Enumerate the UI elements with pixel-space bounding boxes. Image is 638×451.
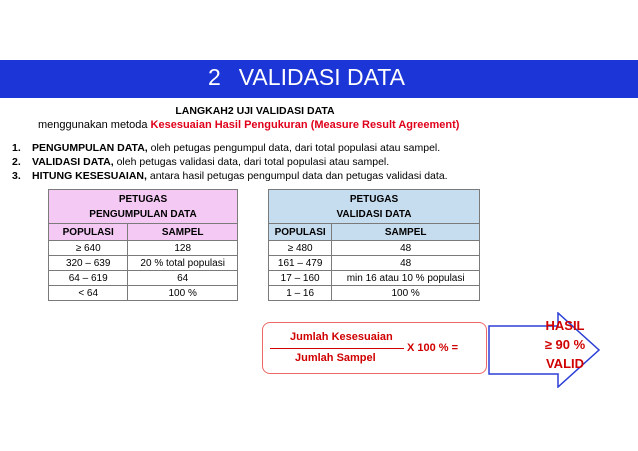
formula-numerator: Jumlah Kesesuaian (290, 331, 393, 343)
column-header: POPULASI (49, 224, 128, 241)
formula-denominator: Jumlah Sampel (295, 352, 376, 364)
table-cell: 320 – 639 (49, 256, 128, 271)
section-number: 2 (208, 64, 221, 90)
step-desc: oleh petugas pengumpul data, dari total populasi atau sampel. (147, 142, 441, 154)
subheading: LANGKAH2 UJI VALIDASI DATA (175, 105, 335, 117)
step-desc: oleh petugas validasi data, dari total populasi atau sampel. (113, 156, 390, 168)
step-title: HITUNG KESESUAIAN, (32, 170, 147, 182)
table-row (49, 256, 238, 271)
table-pengumpulan-data (48, 189, 238, 301)
table-cell: ≥ 480 (269, 241, 332, 256)
result-text (530, 316, 600, 373)
table-row (49, 286, 238, 301)
result-line: ≥ 90 % (544, 337, 586, 352)
column-header: POPULASI (269, 224, 332, 241)
table-cell: ≥ 640 (49, 241, 128, 256)
step-number: 2. (12, 156, 21, 168)
step-number: 1. (12, 142, 21, 154)
page-title (208, 64, 468, 91)
step-number: 3. (12, 170, 21, 182)
formula-multiplier: X 100 % = (407, 342, 459, 354)
header-line: VALIDASI DATA (336, 208, 412, 220)
header-line: PENGUMPULAN DATA (89, 208, 197, 220)
table-cell: 48 (332, 256, 480, 271)
method-prefix: menggunakan metoda (38, 119, 151, 131)
table-cell: 48 (332, 241, 480, 256)
table-validasi-data (268, 189, 480, 301)
table-cell: 161 – 479 (269, 256, 332, 271)
table-cell: 128 (128, 241, 238, 256)
table-row (269, 271, 480, 286)
header-line: PETUGAS (349, 193, 399, 205)
table-cell: min 16 atau 10 % populasi (332, 271, 480, 286)
table-cell: 20 % total populasi (128, 256, 238, 271)
method-highlight: Kesesuaian Hasil Pengukuran (Measure Result Agreement) (150, 119, 460, 131)
table-cell: < 64 (49, 286, 128, 301)
table-cell: 100 % (128, 286, 238, 301)
column-header: SAMPEL (332, 224, 480, 241)
table-cell: 1 – 16 (269, 286, 332, 301)
table-cell: 64 (128, 271, 238, 286)
table-cell: 64 – 619 (49, 271, 128, 286)
table-row (269, 256, 480, 271)
table-row (269, 286, 480, 301)
step-item (12, 141, 448, 155)
step-title: VALIDASI DATA, (32, 156, 114, 168)
header-line: PETUGAS (118, 193, 168, 205)
method-line (38, 119, 459, 131)
step-title: PENGUMPULAN DATA, (32, 142, 148, 154)
result-line: VALID (545, 356, 585, 371)
result-line: HASIL (545, 318, 585, 333)
table-row (49, 271, 238, 286)
table-cell: 100 % (332, 286, 480, 301)
fraction-line (270, 348, 404, 349)
steps-list (12, 141, 448, 183)
step-item (12, 169, 448, 183)
table-header (269, 190, 480, 224)
table-header (49, 190, 238, 224)
column-header: SAMPEL (128, 224, 238, 241)
table-row (269, 241, 480, 256)
step-desc: antara hasil petugas pengumpul data dan petugas validasi data. (146, 170, 448, 182)
table-cell: 17 – 160 (269, 271, 332, 286)
step-item (12, 155, 448, 169)
table-row (49, 241, 238, 256)
section-title: VALIDASI DATA (238, 64, 405, 90)
